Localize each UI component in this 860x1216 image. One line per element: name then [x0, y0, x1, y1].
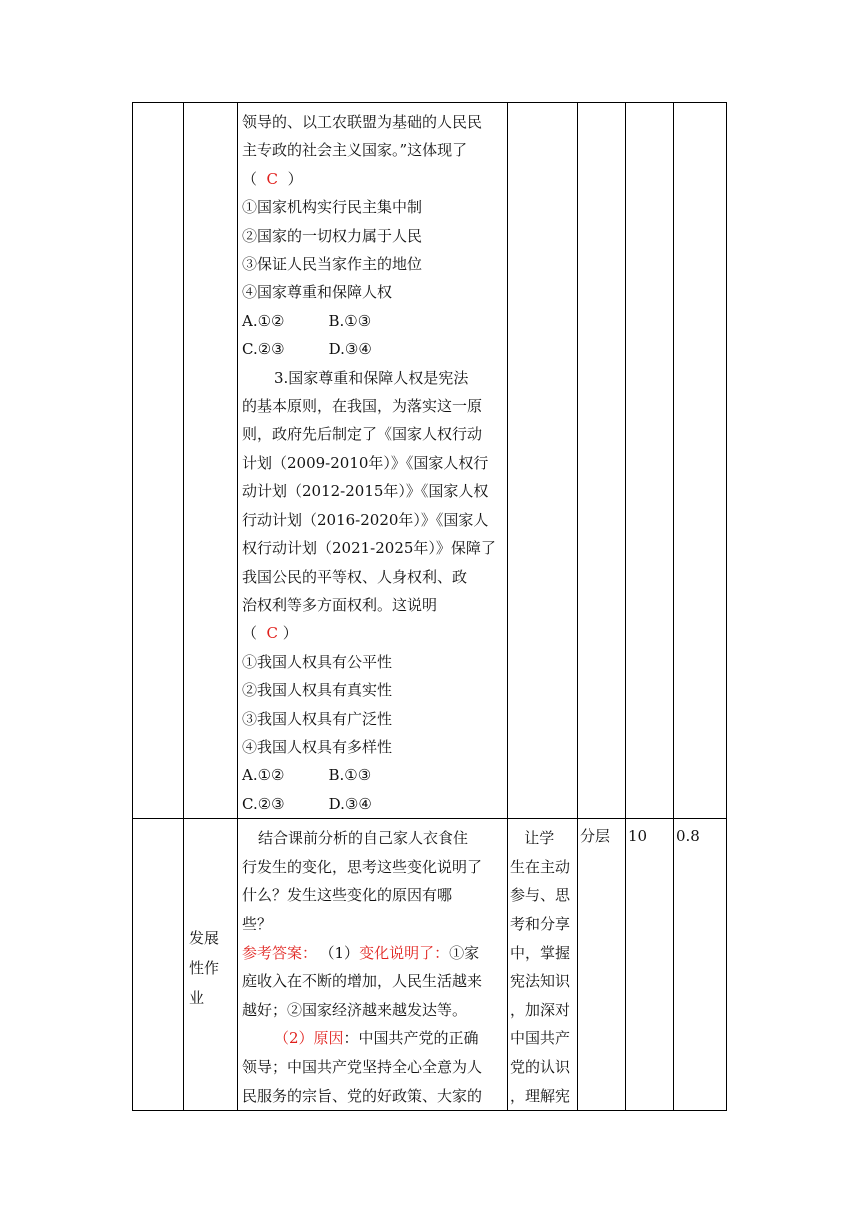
option-line: ③我国人权具有广泛性 [242, 709, 393, 728]
empty-cell [626, 103, 674, 819]
purpose-cell: 让学 生在主动 参与、思 考和分享 中，掌握 宪法知识 ，加深对 中国共产 党的认识 ，理解宪 [508, 819, 578, 1111]
table-row [133, 103, 727, 819]
answer-line: 民服务的宗旨、党的好政策、大家的 [242, 1086, 483, 1105]
table-row [133, 819, 727, 1111]
answer-line: （2）原因：中国共产党的正确 [274, 1029, 479, 1048]
question-text-line: 治权利等多方面权利。这说明 [242, 595, 438, 614]
question-text-line: 的基本原则，在我国，为落实这一原 [242, 397, 483, 416]
question-text-line: 计划（2009-2010年）》《国家人权行 [242, 453, 489, 472]
answer-line: 庭收入在不断的增加，人民生活越来 [242, 972, 483, 991]
option-line: ④我国人权具有多样性 [242, 737, 393, 756]
question-text-line: 领导的、以工农联盟为基础的人民民 [242, 113, 483, 131]
prompt-line: 结合课前分析的自己家人衣食住 [258, 829, 469, 848]
question-text-line: 权行动计划（2021-2025年）》保障了 [242, 539, 496, 558]
question-text-line: 我国公民的平等权、人身权利、政 [242, 567, 468, 586]
homework-type: 分层 [578, 819, 626, 1111]
option-line: ①我国人权具有公平性 [242, 652, 393, 671]
empty-cell [508, 103, 578, 819]
time-value: 10 [626, 819, 674, 1111]
development-task-cell [238, 819, 508, 1111]
answer-line: 领导；中国共产党坚持全心全意为人 [242, 1057, 483, 1076]
difficulty-value: 0.8 [674, 819, 727, 1111]
empty-cell [133, 819, 184, 1111]
option-line: ②国家的一切权力属于人民 [242, 226, 423, 245]
option-line: ④国家尊重和保障人权 [242, 283, 393, 302]
prompt-line: 些？ [242, 914, 273, 933]
option-line: ①国家机构实行民主集中制 [242, 198, 423, 217]
empty-cell [674, 103, 727, 819]
reference-answer-line: 参考答案： （1）变化说明了：①家 [242, 943, 480, 962]
question-text-line: 3.国家尊重和保障人权是宪法 [274, 368, 469, 387]
question-text-line: 动计划（2012-2015年）》《国家人权 [242, 482, 489, 501]
choice-line: C.②③ D.③④ [242, 340, 372, 359]
option-line: ②我国人权具有真实性 [242, 681, 393, 700]
choice-line: A.①② B.①③ [242, 766, 372, 785]
question-cell [238, 103, 508, 819]
answer-letter: C [266, 624, 279, 643]
answer-line: 越好；②国家经济越来越发达等。 [242, 1000, 468, 1019]
homework-table [132, 102, 727, 1111]
category-label: 发展 性作 业 [184, 819, 238, 1111]
question-text-line: 主专政的社会主义国家。”这体现了 [242, 141, 468, 160]
prompt-line: 什么？发生这些变化的原因有哪 [242, 886, 453, 905]
question-text-line: 行动计划（2016-2020年）》《国家人 [242, 510, 489, 529]
option-line: ③保证人民当家作主的地位 [242, 255, 423, 274]
empty-cell [133, 103, 184, 819]
empty-cell [184, 103, 238, 819]
question-text-line: 则，政府先后制定了《国家人权行动 [242, 425, 483, 444]
choice-line: A.①② B.①③ [242, 311, 372, 330]
answer-letter: C [266, 169, 279, 188]
empty-cell [578, 103, 626, 819]
prompt-line: 行发生的变化，思考这些变化说明了 [242, 857, 483, 876]
answer-bracket: （ C ） [242, 169, 303, 188]
answer-bracket: （ C ） [242, 624, 298, 643]
choice-line: C.②③ D.③④ [242, 794, 372, 813]
